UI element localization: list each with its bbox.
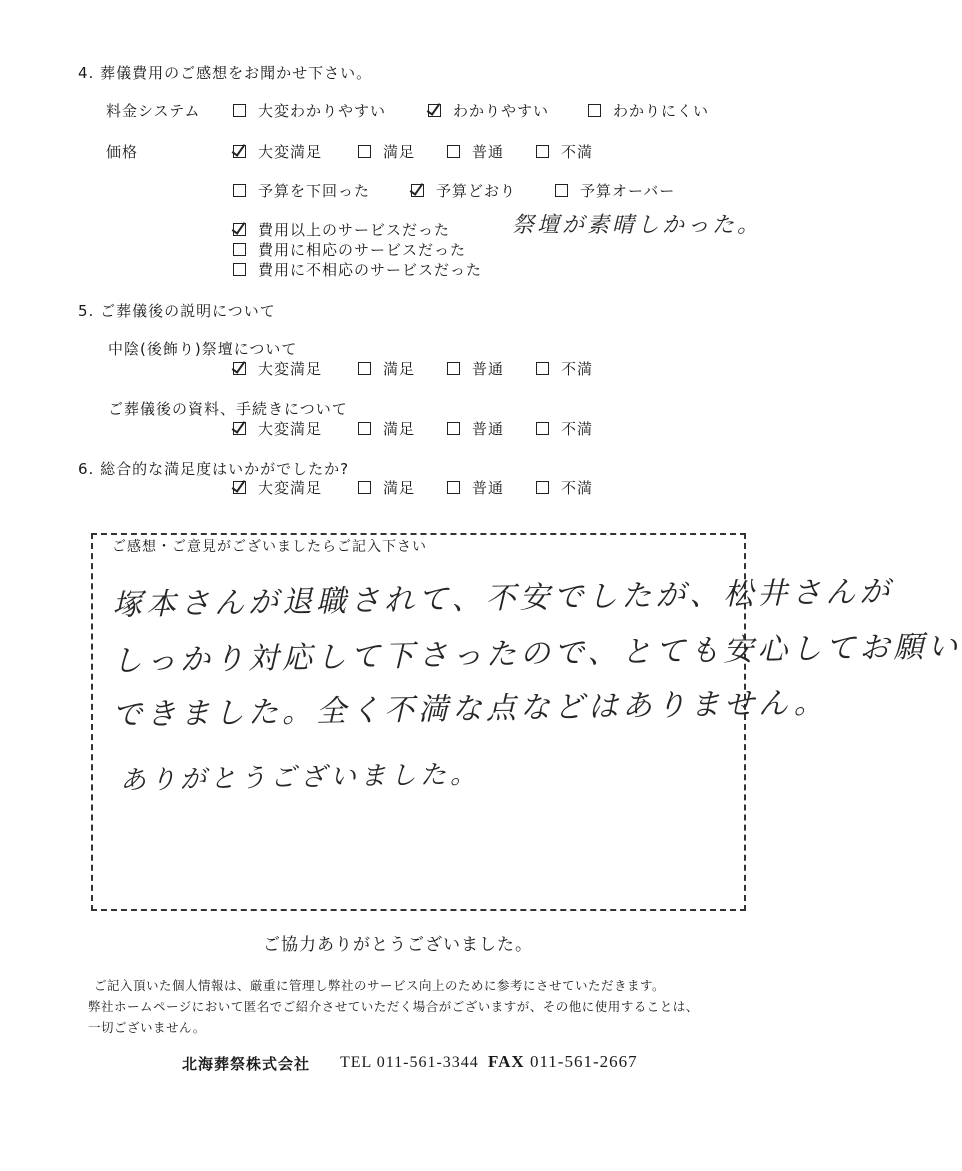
checkbox-icon[interactable] [536, 481, 549, 494]
documents-label: ご葬儀後の資料、手続きについて [108, 400, 348, 418]
checkbox-icon[interactable] [555, 184, 568, 197]
checkbox-option[interactable]: 不満 [536, 358, 593, 379]
checkbox-icon[interactable] [536, 422, 549, 435]
checkbox-option[interactable]: 大変満足 [233, 418, 322, 439]
checkbox-option[interactable]: 不満 [536, 418, 593, 439]
thanks-text: ご協力ありがとうございました。 [263, 935, 533, 955]
q4-title: 4. 葬儀費用のご感想をお聞かせ下さい。 [78, 64, 373, 82]
checkbox-option[interactable]: 大変わかりやすい [233, 100, 386, 121]
checkbox-option[interactable]: わかりにくい [588, 100, 709, 121]
company-fax [488, 1052, 638, 1072]
altar-label: 中陰(後飾り)祭壇について [108, 340, 298, 358]
checkbox-option[interactable]: 費用に不相応のサービスだった [233, 259, 482, 280]
checkbox-option[interactable]: 普通 [447, 358, 504, 379]
checkbox-option[interactable]: 不満 [536, 141, 593, 162]
checkbox-icon[interactable] [233, 263, 246, 276]
comment-line: 塚本さんが退職されて、不安でしたが、松井さんが [111, 574, 894, 623]
checkbox-icon[interactable] [358, 362, 371, 375]
checkbox-option[interactable]: 大変満足 [233, 358, 322, 379]
checkbox-icon[interactable] [447, 422, 460, 435]
checkbox-option[interactable]: 大変満足 [233, 477, 322, 498]
checkbox-icon[interactable] [447, 362, 460, 375]
checkbox-option[interactable]: 満足 [358, 418, 415, 439]
checkbox-option[interactable]: 費用に相応のサービスだった [233, 239, 466, 260]
handwritten-price-note: 祭壇が素晴しかった。 [512, 213, 763, 238]
checkbox-option[interactable]: 普通 [447, 477, 504, 498]
checkbox-icon[interactable] [233, 362, 246, 375]
checkbox-icon[interactable] [358, 145, 371, 158]
checkbox-icon[interactable] [536, 145, 549, 158]
checkbox-icon[interactable] [358, 422, 371, 435]
fax-number: 011-561-2667 [529, 1052, 638, 1071]
checkbox-icon[interactable] [233, 422, 246, 435]
checkbox-icon[interactable] [536, 362, 549, 375]
checkbox-icon[interactable] [447, 145, 460, 158]
checkbox-icon[interactable] [233, 184, 246, 197]
checkbox-icon[interactable] [233, 481, 246, 494]
checkbox-icon[interactable] [588, 104, 601, 117]
comment-line: ありがとうございました。 [119, 759, 481, 796]
checkbox-icon[interactable] [233, 145, 246, 158]
company-tel: TEL 011-561-3344 [340, 1054, 479, 1071]
privacy-note-line: ご記入頂いた個人情報は、厳重に管理し弊社のサービス向上のために参考にさせていただきます。 [94, 978, 666, 993]
privacy-note-line: 弊社ホームページにおいて匿名でご紹介させていただく場合がございますが、その他に使用することは、 [88, 999, 699, 1014]
checkbox-option[interactable]: 普通 [447, 141, 504, 162]
fax-label: FAX [488, 1052, 525, 1071]
q5-title: 5. ご葬儀後の説明について [78, 302, 276, 320]
checkbox-option[interactable]: 大変満足 [233, 141, 322, 162]
comment-heading: ご感想・ご意見がございましたらご記入下さい [112, 539, 427, 555]
pricing-system-label: 料金システム [106, 102, 201, 120]
checkbox-icon[interactable] [233, 223, 246, 236]
company-name: 北海葬祭株式会社 [182, 1055, 311, 1073]
price-label: 価格 [106, 143, 139, 161]
checkbox-icon[interactable] [447, 481, 460, 494]
checkbox-option[interactable]: 予算どおり [411, 180, 516, 201]
checkbox-option[interactable]: 予算を下回った [233, 180, 370, 201]
checkbox-option[interactable]: 満足 [358, 477, 415, 498]
checkbox-option[interactable]: 費用以上のサービスだった [233, 219, 450, 240]
checkbox-icon[interactable] [233, 104, 246, 117]
q6-title: 6. 総合的な満足度はいかがでしたか? [78, 460, 350, 478]
checkbox-icon[interactable] [358, 481, 371, 494]
checkbox-option[interactable]: 予算オーバー [555, 180, 675, 201]
checkbox-icon[interactable] [233, 243, 246, 256]
comment-line: できました。全く不満な点などはありません。 [111, 685, 829, 733]
privacy-note-line: 一切ございません。 [88, 1020, 206, 1035]
checkbox-option[interactable]: 普通 [447, 418, 504, 439]
checkbox-option[interactable]: 満足 [358, 358, 415, 379]
checkbox-option[interactable]: 満足 [358, 141, 415, 162]
checkbox-icon[interactable] [428, 104, 441, 117]
checkbox-icon[interactable] [411, 184, 424, 197]
checkbox-option[interactable]: 不満 [536, 477, 593, 498]
comment-line: しっかり対応して下さったので、とても安心してお願い [111, 629, 962, 679]
checkbox-option[interactable]: わかりやすい [428, 100, 549, 121]
